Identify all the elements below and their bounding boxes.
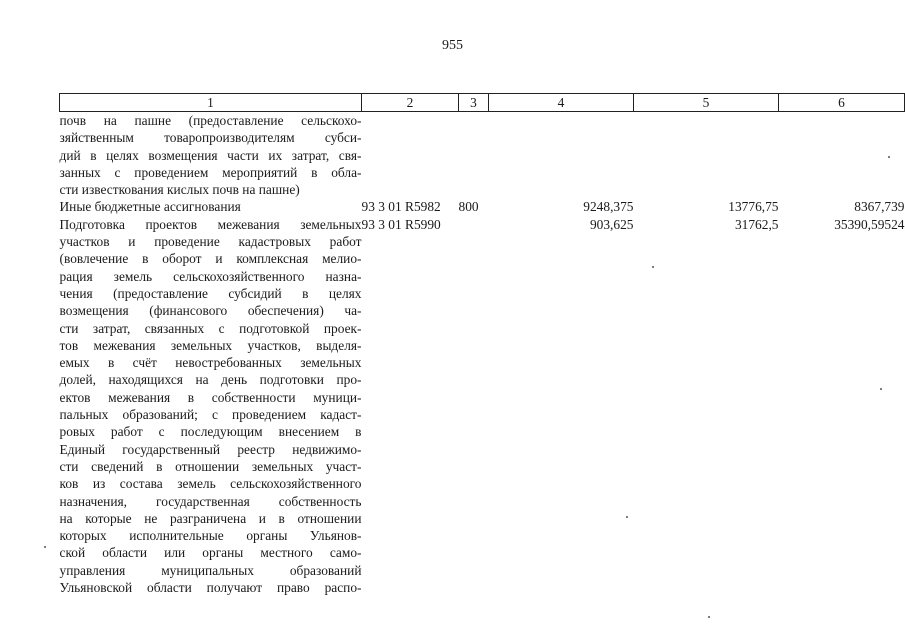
description-line: ской области или органы местного само- bbox=[59, 545, 362, 561]
description-line: ков из состава земель сельскохозяйственного bbox=[59, 476, 362, 492]
description-line: ектов межевания в собственности муници- bbox=[59, 389, 362, 405]
value-col-6: 35390,59524 bbox=[834, 216, 905, 232]
header-col-2: 2 bbox=[362, 94, 459, 112]
row-description bbox=[60, 198, 362, 215]
row-description bbox=[60, 216, 362, 597]
description-line: рация земель сельскохозяйственного назна- bbox=[59, 268, 362, 284]
scan-speck bbox=[626, 516, 628, 518]
description-line: которых исполнительные органы Ульянов- bbox=[59, 528, 362, 544]
table-row bbox=[60, 112, 905, 199]
description-line: на которые не разграничена и в отношении bbox=[59, 510, 362, 526]
description-line: Иные бюджетные ассигнования bbox=[59, 199, 241, 215]
description-line: дий в целях возмещения части их затрат, свя- bbox=[59, 147, 362, 163]
expense-type bbox=[459, 112, 489, 199]
description-line: тов межевания земельных участков, выделя- bbox=[59, 337, 362, 353]
description-line: участков и проведение кадастровых работ bbox=[59, 234, 362, 250]
description-line: Ульяновской области получают право распо- bbox=[59, 580, 362, 596]
description-line: чения (предоставление субсидий в целях bbox=[59, 285, 362, 301]
scan-speck bbox=[44, 546, 46, 548]
description-line: Единый государственный реестр недвижимо- bbox=[59, 441, 362, 457]
description-line: Подготовка проектов межевания земельных bbox=[59, 216, 362, 232]
description-line: емых в счёт невостребованных земельных bbox=[59, 355, 362, 371]
description-line: (вовлечение в оборот и комплексная мелио- bbox=[59, 251, 362, 267]
description-line: сти сведений в отношении земельных участ- bbox=[59, 458, 362, 474]
value-col-4 bbox=[489, 112, 634, 199]
description-line: сти известкования кислых почв на пашне) bbox=[59, 182, 300, 198]
value-col-4: 903,625 bbox=[589, 216, 634, 232]
description-line: возмещения (финансового обеспечения) ча- bbox=[59, 303, 362, 319]
description-line: сти затрат, связанных с подготовкой проек- bbox=[59, 320, 362, 336]
description-line: назначения, государственная собственность bbox=[59, 493, 362, 509]
budget-table bbox=[59, 93, 905, 596]
page-number: 955 bbox=[442, 38, 463, 53]
header-col-6: 6 bbox=[779, 94, 905, 112]
row-description bbox=[60, 112, 362, 199]
value-col-6: 8367,739 bbox=[854, 199, 905, 215]
table-row bbox=[60, 216, 905, 597]
description-line: ровых работ с последующим внесением в bbox=[59, 424, 362, 440]
description-line: пальных образований; с проведением кадаст- bbox=[59, 407, 362, 423]
table-row bbox=[60, 198, 905, 215]
expense-type bbox=[459, 216, 489, 597]
target-code: 93 3 01 R5990 bbox=[361, 216, 441, 232]
expense-type: 800 bbox=[458, 199, 479, 215]
value-col-4: 9248,375 bbox=[583, 199, 634, 215]
value-col-5: 31762,5 bbox=[734, 216, 779, 232]
header-col-5: 5 bbox=[634, 94, 779, 112]
scan-speck bbox=[708, 616, 710, 618]
header-col-4: 4 bbox=[489, 94, 634, 112]
header-col-1: 1 bbox=[60, 94, 362, 112]
description-line: почв на пашне (предоставление сельскохо- bbox=[59, 113, 362, 128]
header-col-3: 3 bbox=[459, 94, 489, 112]
target-code bbox=[362, 112, 459, 199]
scan-speck bbox=[888, 156, 890, 158]
description-line: занных с проведением мероприятий в обла- bbox=[59, 164, 362, 180]
description-line: долей, находящихся на день подготовки про- bbox=[59, 372, 362, 388]
scan-speck bbox=[880, 388, 882, 390]
value-col-5: 13776,75 bbox=[728, 199, 779, 215]
header-row bbox=[60, 94, 905, 112]
description-line: зяйственным товаропроизводителям субси- bbox=[59, 130, 362, 146]
value-col-6 bbox=[779, 112, 905, 199]
value-col-5 bbox=[634, 112, 779, 199]
description-line: управления муниципальных образований bbox=[59, 562, 362, 578]
scan-speck bbox=[652, 266, 654, 268]
target-code: 93 3 01 R5982 bbox=[361, 199, 441, 215]
